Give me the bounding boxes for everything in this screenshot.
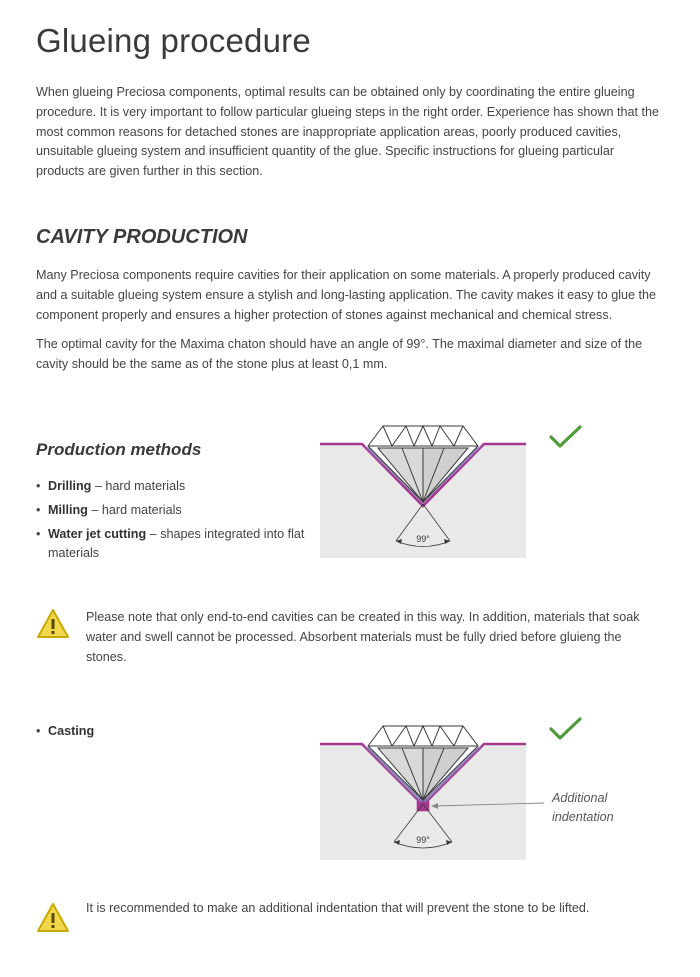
cavity-diagram-casting <box>318 718 528 860</box>
warning-text-1: Please note that only end-to-end cavities can be created in this way. In addition, materials that soak water and swell cannot be processed. Absorbent materials must be fully dried before gluieng the stones. <box>86 610 640 664</box>
check-icon <box>549 717 583 741</box>
method-name: Milling <box>48 503 88 517</box>
warning-icon <box>36 902 70 933</box>
methods-heading: Production methods <box>36 440 202 459</box>
method-desc: – hard materials <box>91 479 186 493</box>
method-name: Water jet cutting <box>48 527 147 541</box>
cavity-diagram-drilling <box>318 418 528 558</box>
methods-list <box>36 477 306 568</box>
method-drilling <box>36 477 306 496</box>
warning-text-2: It is recommended to make an additional indentation that will prevent the stone to be lifted. <box>86 901 590 915</box>
method-desc: – shapes integrated into flat materials <box>48 527 305 560</box>
angle-label: 99° <box>416 835 430 845</box>
check-icon <box>549 425 583 449</box>
method-water-jet <box>36 525 306 563</box>
angle-label: 99° <box>416 534 430 544</box>
intro-paragraph: When glueing Preciosa components, optimal results can be obtained only by coordinating the entire glueing procedure. It is very important to follow particular glueing steps in the right order. Experience has shown that the most common reasons for detached stones are inappropriate application areas, poorly produced cavities, unsuitable glueing system and insufficient quantity of the glue. Specific instructions for glueing particular products are given further in this section. <box>36 85 660 179</box>
method-milling <box>36 501 306 520</box>
annotation-label: Additional indentation <box>552 791 614 824</box>
page-title: Glueing procedure <box>36 22 311 59</box>
cavity-paragraph-1: Many Preciosa components require cavities for their application on some materials. A properly produced cavity and a suitable glueing system ensure a stylish and long-lasting application. The cavity makes it easy to glue the component properly and ensures a higher protection of stones against mechanical and chemical stress. <box>36 268 657 322</box>
method-desc: – hard materials <box>87 503 182 517</box>
casting-label: Casting <box>48 724 95 738</box>
section-heading: CAVITY PRODUCTION <box>36 226 248 248</box>
warning-icon <box>36 608 70 639</box>
cavity-paragraph-2: The optimal cavity for the Maxima chaton should have an angle of 99°. The maximal diameter and size of the cavity should be the same as of the stone plus at least 0,1 mm. <box>36 337 643 371</box>
method-name: Drilling <box>48 479 92 493</box>
method-casting <box>36 722 94 741</box>
